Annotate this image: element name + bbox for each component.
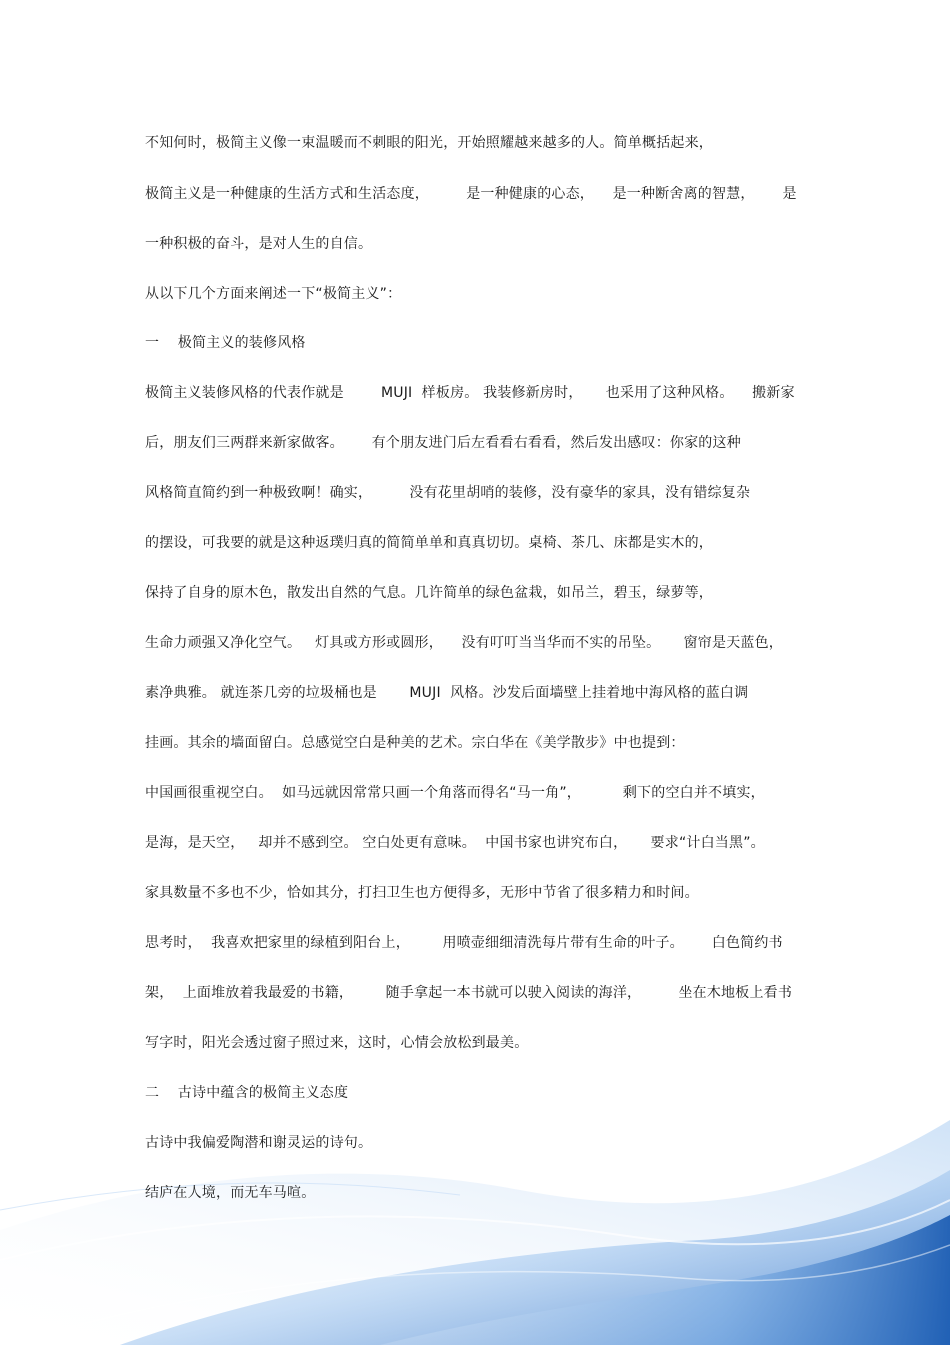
paragraph-line: 写字时，阳光会透过窗子照过来，这时，心情会放松到最美。 (145, 1035, 529, 1051)
paragraph-line: 后，朋友们三两群来新家做客。 有个朋友进门后左看看右看看，然后发出感叹：你家的这种 (145, 435, 741, 451)
paragraph-line: 挂画。其余的墙面留白。总感觉空白是种美的艺术。宗白华在《美学散步》中也提到： (145, 735, 685, 751)
paragraph-line: 是海，是天空， 却并不感到空。 空白处更有意味。 中国书家也讲究布白， 要求“计白当黑”。 (145, 835, 765, 851)
paragraph-line: 结庐在人境，而无车马喧。 (145, 1185, 316, 1201)
section-heading: 一 极简主义的装修风格 (145, 335, 306, 351)
paragraph-line: 极简主义装修风格的代表作就是 MUJI 样板房。 我装修新房时， 也采用了这种风格。 搬新家 (145, 385, 795, 401)
section-heading: 二 古诗中蕴含的极简主义态度 (145, 1085, 349, 1101)
paragraph-line: 极简主义是一种健康的生活方式和生活态度， 是一种健康的心态， 是一种断舍离的智慧， 是 (145, 186, 797, 202)
paragraph-line: 的摆设，可我要的就是这种返璞归真的简简单单和真真切切。桌椅、茶几、床都是实木的， (145, 535, 713, 551)
paragraph-line: 不知何时，极简主义像一束温暖而不刺眼的阳光，开始照耀越来越多的人。简单概括起来， (145, 135, 713, 151)
paragraph-line: 一种积极的奋斗，是对人生的自信。 (145, 236, 373, 252)
paragraph-line: 风格简直简约到一种极致啊！确实， 没有花里胡哨的装修，没有豪华的家具，没有错综复杂 (145, 485, 751, 501)
paragraph-line: 保持了自身的原木色，散发出自然的气息。几许简单的绿色盆栽，如吊兰，碧玉，绿萝等， (145, 585, 713, 601)
paragraph-line: 从以下几个方面来阐述一下“极简主义”： (145, 286, 402, 302)
paragraph-line: 思考时， 我喜欢把家里的绿植到阳台上， 用喷壶细细清洗每片带有生命的叶子。 白色简约书 (145, 935, 783, 951)
paragraph-line: 素净典雅。 就连茶几旁的垃圾桶也是 MUJI 风格。沙发后面墙壁上挂着地中海风格的蓝白调 (145, 685, 749, 701)
paragraph-line: 古诗中我偏爱陶潜和谢灵运的诗句。 (145, 1135, 373, 1151)
paragraph-line: 架， 上面堆放着我最爱的书籍， 随手拿起一本书就可以驶入阅读的海洋， 坐在木地板上看书 (145, 985, 793, 1001)
paragraph-line: 中国画很重视空白。 如马远就因常常只画一个角落而得名“马一角”， 剩下的空白并不填实， (145, 785, 765, 801)
paragraph-line: 家具数量不多也不少，恰如其分，打扫卫生也方便得多，无形中节省了很多精力和时间。 (145, 885, 699, 901)
paragraph-line: 生命力顽强又净化空气。 灯具或方形或圆形， 没有叮叮当当华而不实的吊坠。 窗帘是天蓝色， (145, 635, 783, 651)
